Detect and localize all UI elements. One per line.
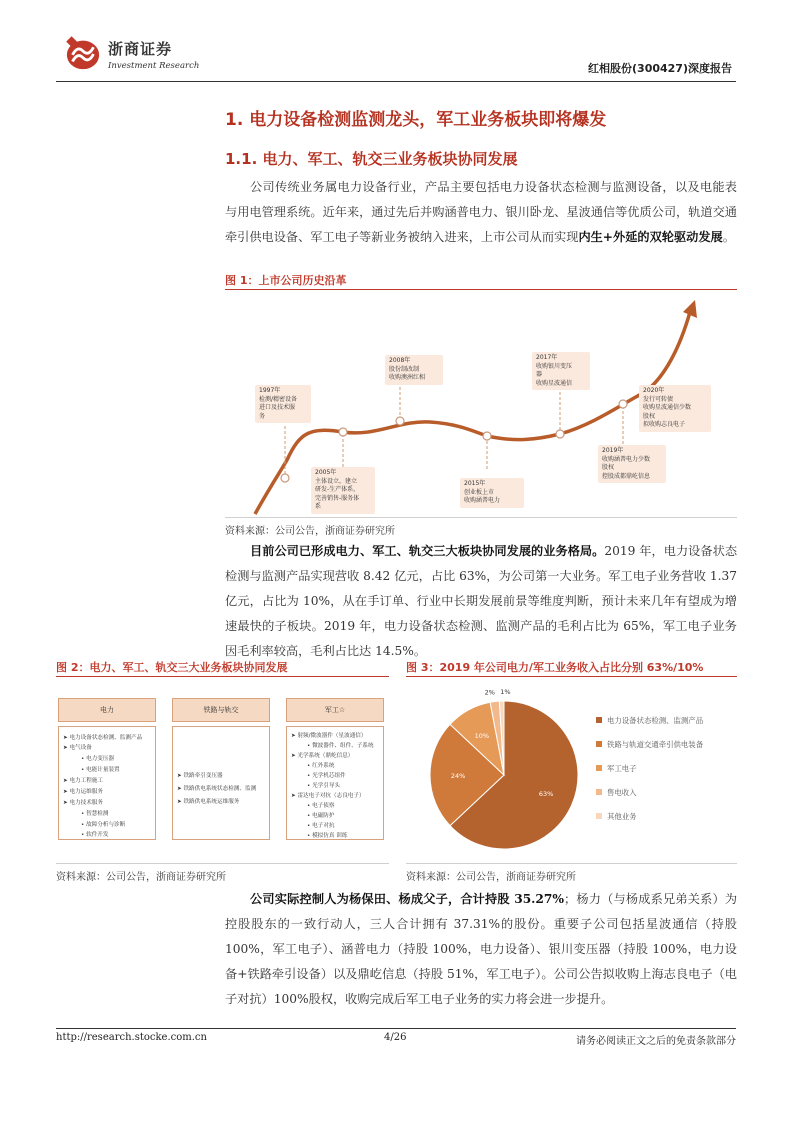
rail-item: ➤ 铁路牵引变压器 <box>177 773 223 779</box>
military-item: • 光学机芯组件 <box>307 773 346 779</box>
military-item: • 光学引导头 <box>307 783 341 789</box>
military-item: • 电子对抗 <box>307 823 335 829</box>
power-item: ➤ 电力设备状态检测、监测产品 <box>63 735 143 741</box>
intro-paragraph: 公司传统业务属电力设备行业，产品主要包括电力设备状态检测与监测设备，以及电能表与用电管理系统。近年来，通过先后并购涵普电力、银川卧龙、星波通信等优质公司，轨道交通牵引供电设备、军工电子等新业务被纳入进来，上市公司从而实现内生+外延的双轮驱动发展。 <box>225 180 737 244</box>
legend-label-4: 其他业务 <box>607 812 637 821</box>
figure2-bottom-rule <box>56 863 389 864</box>
revenue-share-pie-chart <box>406 680 737 860</box>
figure1-rule <box>225 289 737 290</box>
page-number: 4/26 <box>384 1032 407 1043</box>
report-tag: 红相股份(300427)深度报告 <box>588 62 732 75</box>
power-item: • 电能计量装置 <box>81 767 120 773</box>
milestone-dot-2008 <box>396 417 404 425</box>
power-item: • 软件开发 <box>81 832 109 838</box>
legend-swatch-4 <box>596 813 602 819</box>
segment-box-military <box>286 726 384 840</box>
military-item: ➤ 射频/微波器件（星波通信） <box>291 733 367 739</box>
legend-swatch-3 <box>596 789 602 795</box>
figure2-rule <box>56 676 389 677</box>
shareholder-paragraph: 公司实际控制人为杨保田、杨成父子，合计持股 35.27%；杨力（与杨成系兄弟关系）为控股股东的一致行动人，三人合计拥有 37.31%的股份。重要子公司包括星波通信（持股 100%，军工电子）、涵普电力（持股 100%，电力设备）、银川变压器（持股 100%，电力设备+铁路牵引设备）以及鼎屹信息（持股 51%，军工电子）。公司公告拟收购上海志良电子（电子对抗）100%股权，收购完成后军工电子业务的实力将会进一步提升。 <box>225 892 738 1006</box>
legend-label-0: 电力设备状态检测、监测产品 <box>607 716 704 725</box>
military-item: • 微波器件、组件、子系统 <box>307 743 374 749</box>
segment-header-power: 电力 <box>58 698 156 722</box>
power-item: • 故障分析与诊断 <box>81 822 126 828</box>
timeline-event-2019: 2019年 收购涵普电力少数 股权 控股成都鼎屹信息 <box>598 445 666 483</box>
company-name-en: Investment Research <box>108 61 200 71</box>
pie-data-label-3: 2% <box>484 688 495 697</box>
figure1-source: 资料来源：公司公告，浙商证券研究所 <box>225 526 395 537</box>
timeline-event-1997: 1997年 检测/精密设备 进口及技术服 务 <box>255 385 311 423</box>
milestone-dot-1997 <box>281 474 289 482</box>
military-item: ➤ 雷达电子对抗（志良电子） <box>291 793 365 799</box>
power-item: ➤ 电力工程施工 <box>63 778 104 784</box>
footer-url[interactable]: http://research.stocke.com.cn <box>56 1032 207 1043</box>
footer-rule <box>56 1028 736 1029</box>
timeline-event-2015: 2015年 创业板上市 收购涵普电力 <box>460 478 524 508</box>
legend-swatch-2 <box>596 765 602 771</box>
section-heading: 1. 电力设备检测监测龙头，军工业务板块即将爆发 <box>225 110 607 130</box>
zheshang-logo-icon <box>64 34 102 72</box>
power-item: • 智慧检测 <box>81 811 109 817</box>
company-name-cn: 浙商证券 <box>108 40 173 58</box>
figure3-bottom-rule <box>406 863 737 864</box>
figure3-rule <box>406 676 737 677</box>
milestone-dot-2005 <box>339 428 347 436</box>
power-item: ➤ 电气设备 <box>63 745 92 751</box>
pie-data-label-1: 24% <box>450 772 466 780</box>
page-header <box>56 30 736 82</box>
timeline-event-2005: 2005年 主体设立，建立 研发-生产体系， 完善销售-服务体 系 <box>311 467 375 514</box>
segment-header-military: 军工☆ <box>286 698 384 722</box>
power-item: ➤ 电力运维服务 <box>63 789 104 795</box>
subsection-heading: 1.1. 电力、军工、轨交三业务板块协同发展 <box>225 150 518 168</box>
rail-item: ➤ 铁路供电系统运维服务 <box>177 799 240 805</box>
figure1-caption: 图 1：上市公司历史沿革 <box>225 274 347 287</box>
legend-swatch-0 <box>596 717 602 723</box>
timeline-event-2020: 2020年 发行可转债 收购星波通信少数 股权 拟收购志良电子 <box>639 385 711 432</box>
pie-data-label-4: 1% <box>500 688 511 697</box>
segment-header-rail: 铁路与轨交 <box>172 698 270 722</box>
power-item: • 电力变压器 <box>81 756 115 762</box>
figure2-caption: 图 2：电力、军工、轨交三大业务板块协同发展 <box>56 661 288 674</box>
rail-item: ➤ 铁路供电系统状态检测、监测 <box>177 786 257 792</box>
footer-disclaimer: 请务必阅读正文之后的免责条款部分 <box>576 1036 736 1047</box>
figure1-bottom-rule <box>225 517 737 518</box>
milestone-dot-2017 <box>556 430 564 438</box>
pie-data-label-0: 63% <box>538 790 554 799</box>
military-item: • 电磁防护 <box>307 813 335 819</box>
legend-label-1: 铁路与轨道交通牵引供电装备 <box>607 740 704 749</box>
figure3-caption: 图 3：2019 年公司电力/军工业务收入占比分别 63%/10% <box>406 661 704 674</box>
segment-box-power <box>58 726 156 840</box>
legend-label-3: 售电收入 <box>607 788 637 797</box>
milestone-dot-2019 <box>619 400 627 408</box>
military-item: • 红外系统 <box>307 763 335 769</box>
legend-swatch-1 <box>596 741 602 747</box>
timeline-event-2017: 2017年 收购银川变压 器 收购星波通信 <box>532 352 590 390</box>
military-item: ➤ 光学系统（鼎屹信息） <box>291 753 354 759</box>
timeline-event-2008: 2008年 股份制改制 收购澳洲红相 <box>385 355 443 385</box>
figure2-source: 资料来源：公司公告，浙商证券研究所 <box>56 872 226 883</box>
legend-label-2: 军工电子 <box>607 764 637 773</box>
business-structure-paragraph: 目前公司已形成电力、军工、轨交三大板块协同发展的业务格局。2019 年，电力设备状态检测与监测产品实现营收 8.42 亿元，占比 63%，为公司第一大业务。军工电子业务营收 1.37 亿元，占比为 10%，从在手订单、行业中长期发展前景等维度判断，预计未来几年有望成为增速最快的子板块。2019 年，电力设备状态检测、监测产品的毛利占比为 65%，军工电子业务因毛利率较高，毛利占比达 14.5%。 <box>225 544 738 658</box>
pie-data-label-2: 10% <box>474 731 490 740</box>
military-item: • 电子侦察 <box>307 803 335 809</box>
military-item: • 模拟仿真 训练 <box>307 833 348 839</box>
segment-box-rail <box>172 726 270 840</box>
figure3-source: 资料来源：公司公告，浙商证券研究所 <box>406 872 576 883</box>
power-item: ➤ 电力技术服务 <box>63 800 104 806</box>
milestone-dot-2015 <box>483 432 491 440</box>
